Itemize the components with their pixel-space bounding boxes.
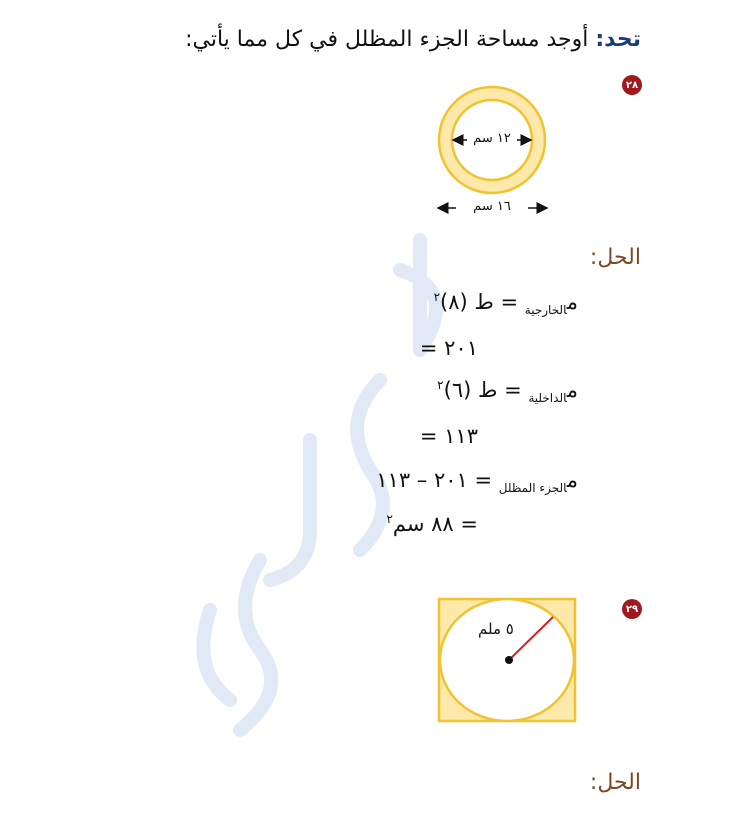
step-inner-area: م$_{الداخلية}$ = ط (٦)$^٢$ <box>437 378 578 406</box>
inscribed-circle-diagram <box>437 597 579 725</box>
radius-label: ٥ ملم <box>478 620 514 638</box>
problem-29-badge: ٢٩ <box>622 599 642 619</box>
challenge-keyword: تحد: <box>595 27 641 52</box>
step-shaded-area: م$_{الجزء المظلل}$ = ٢٠١ – ١١٣ <box>376 468 578 496</box>
challenge-heading <box>185 27 641 52</box>
step-outer-value: = ٢٠١ <box>419 336 478 360</box>
inner-diameter-label: ١٢ سم <box>473 131 511 146</box>
problem-28-badge: ٢٨ <box>622 75 642 95</box>
step-inner-value: = ١١٣ <box>419 424 478 448</box>
solution-label-29: الحل: <box>589 770 641 795</box>
outer-diameter-label: ١٦ سم <box>473 199 511 214</box>
step-outer-area: م$_{الخارجية}$ = ط (٨)$^٢$ <box>433 290 578 318</box>
solution-label-28: الحل: <box>589 245 641 270</box>
center-point <box>505 656 513 664</box>
step-final-answer: = ٨٨ سم$^٢$ <box>386 512 478 536</box>
challenge-instruction: أوجد مساحة الجزء المظلل في كل مما يأتي: <box>185 27 589 52</box>
